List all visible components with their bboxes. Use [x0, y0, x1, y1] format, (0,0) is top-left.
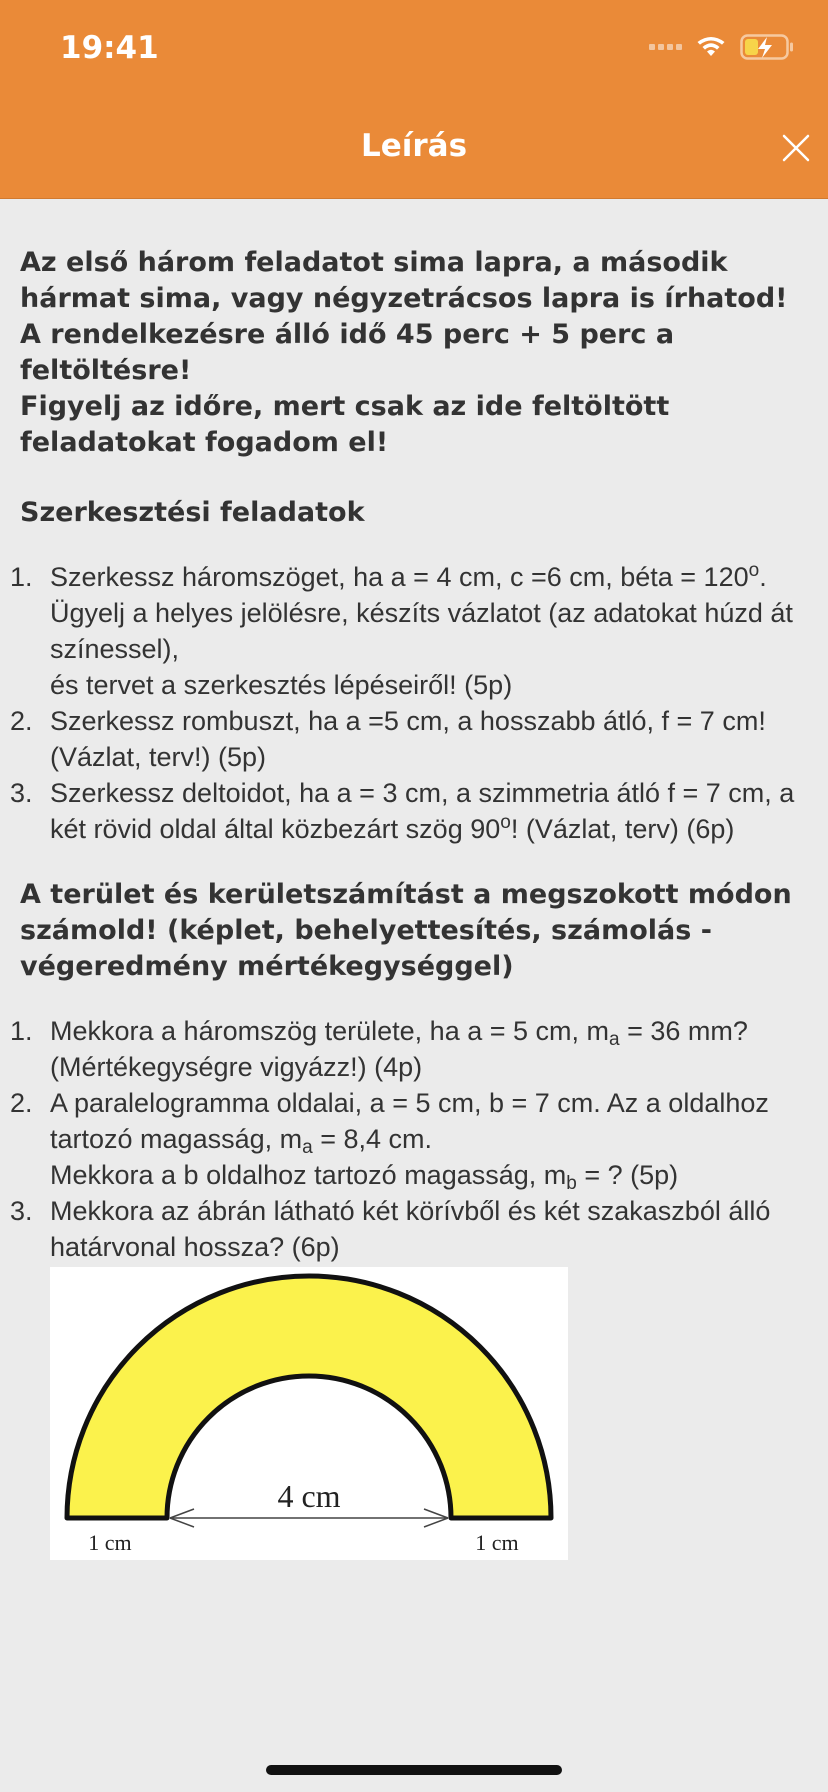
intro-text [20, 245, 808, 461]
list-item [10, 559, 808, 703]
label-inner-diameter: 4 cm [277, 1478, 341, 1514]
close-icon[interactable] [780, 132, 812, 164]
page-title: Leírás [360, 128, 468, 164]
battery-charging-icon [740, 34, 794, 60]
task-text: = ? (5p) [576, 1160, 679, 1190]
list-number: 3. [10, 1196, 33, 1226]
task-text: és tervet a szerkesztés lépéseiről! (5p) [50, 670, 513, 700]
description-content [0, 199, 828, 1560]
wifi-icon [696, 36, 726, 58]
list-item [10, 775, 808, 847]
intro-paragraph: Figyelj az időre, mert csak az ide feltöltött feladatokat fogadom el! [20, 391, 670, 458]
status-time: 19:41 [60, 30, 159, 66]
list-number: 1. [10, 562, 33, 592]
task-text: Mekkora az ábrán látható két körívből és két szakaszból álló határvonal hossza? (6p) [50, 1196, 771, 1262]
header-bar [0, 0, 828, 199]
task-text: Szerkessz háromszöget, ha a = 4 cm, c =6 cm, béta = 120 [50, 562, 749, 592]
label-left-width: 1 cm [88, 1530, 132, 1555]
list-number: 3. [10, 778, 33, 808]
intro-paragraph: Az első három feladatot sima lapra, a második hármat sima, vagy négyzetrácsos lapra is írhatod! [20, 247, 788, 314]
task-text: = 8,4 cm. [312, 1124, 433, 1154]
task-text: . Ügyelj a helyes jelölésre, készíts vázlatot (az adatokat húzd át színessel), [50, 562, 793, 664]
subscript: a [302, 1137, 313, 1158]
subscript: b [566, 1173, 577, 1194]
degree-mark: o [748, 560, 760, 581]
semicircle-diagram [50, 1267, 568, 1560]
intro-paragraph: A rendelkezésre álló idő 45 perc + 5 perc a feltöltésre! [20, 319, 675, 386]
task-text: Mekkora a b oldalhoz tartozó magasság, m [50, 1160, 567, 1190]
task-text: ! (Vázlat, terv) (6p) [510, 814, 735, 844]
list-item [10, 1193, 808, 1265]
section-title-construction: Szerkesztési feladatok [20, 497, 365, 528]
list-item [10, 1013, 808, 1085]
list-number: 2. [10, 706, 33, 736]
calculation-task-list [10, 1013, 808, 1265]
list-number: 2. [10, 1088, 33, 1118]
label-right-width: 1 cm [475, 1530, 519, 1555]
subscript: a [609, 1029, 620, 1050]
section-title-calculation: A terület és kerületszámítást a megszokott módon számold! (képlet, behelyettesítés, számolás - végeredmény mértékegységgel) [20, 879, 792, 982]
list-item [10, 1085, 808, 1194]
status-icons [649, 34, 794, 60]
task-text: Szerkessz deltoidot, ha a = 3 cm, a szimmetria átló f = 7 cm, a két rövid oldal által közbezárt szög 90 [50, 778, 795, 844]
degree-mark: o [500, 812, 511, 833]
list-number: 1. [10, 1016, 33, 1046]
task-text: A paralelogramma oldalai, a = 5 cm, b = 7 cm. Az a oldalhoz tartozó magasság, m [50, 1088, 769, 1154]
cellular-signal-icon [649, 44, 682, 50]
task-text: Szerkessz rombuszt, ha a =5 cm, a hosszabb átló, f = 7 cm! (Vázlat, terv!) (5p) [50, 706, 766, 772]
home-indicator[interactable] [266, 1765, 562, 1775]
task-text: Mekkora a háromszög területe, ha a = 5 cm, m [50, 1016, 609, 1046]
task-text: = 36 mm? (Mértékegységre vigyázz!) (4p) [50, 1016, 748, 1082]
semicircle-figure [50, 1267, 568, 1560]
list-item [10, 703, 808, 775]
construction-task-list [10, 559, 808, 847]
